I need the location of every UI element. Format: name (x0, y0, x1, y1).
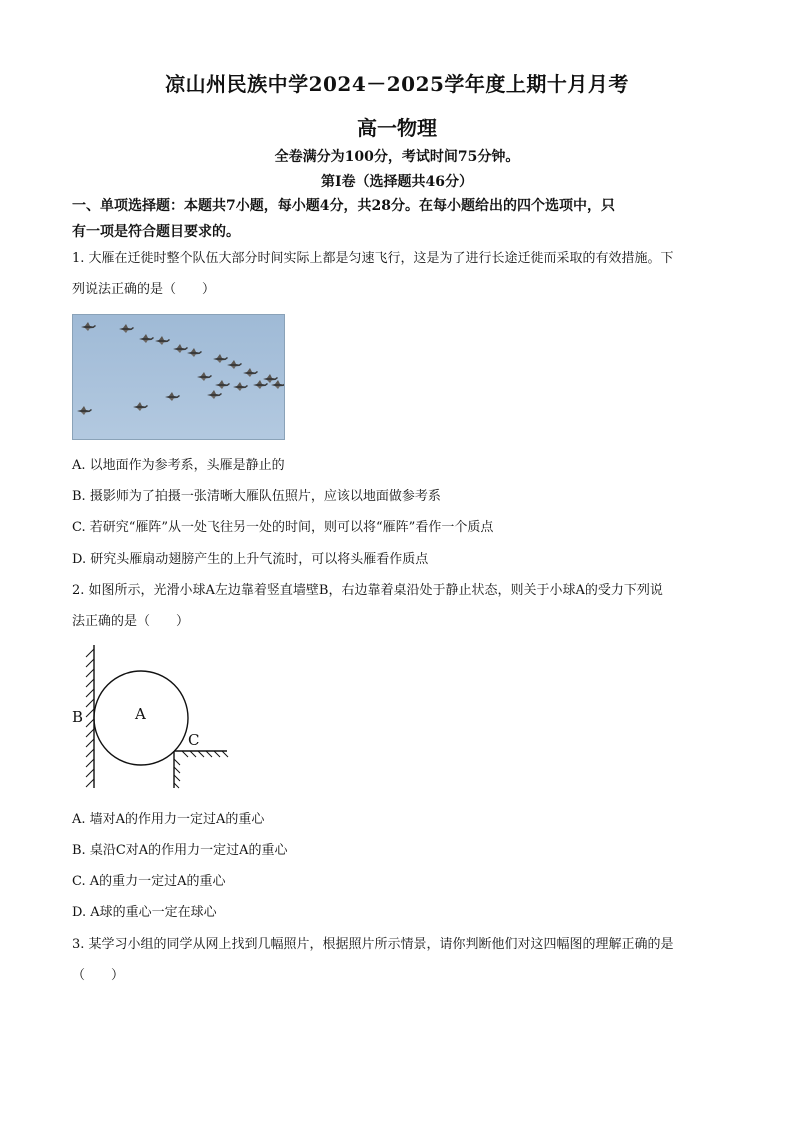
geese-flying-photo (72, 314, 285, 440)
q1-option-c: C. 若研究“雁阵”从一处飞往另一处的时间，则可以将“雁阵”看作一个质点 (72, 520, 494, 535)
q1-option-b: B. 摄影师为了拍摄一张清晰大雁队伍照片，应该以地面做参考系 (72, 489, 441, 504)
q1-stem-line1: 1. 大雁在迁徙时整个队伍大部分时间实际上都是匀速飞行，这是为了进行长途迁徙而采取的有效措施。下 (72, 251, 674, 266)
section-heading-line2: 有一项是符合题目要求的。 (72, 224, 240, 240)
section-heading-line1: 一、单项选择题：本题共7小题，每小题4分，共28分。在每小题给出的四个选项中，只 (72, 198, 615, 214)
q1-option-d: D. 研究头雁扇动翅膀产生的上升气流时，可以将头雁看作质点 (72, 552, 429, 567)
volume-heading: 第Ⅰ卷（选择题共46分） (320, 174, 474, 190)
figure-label-a: A (135, 705, 146, 723)
q2-option-b: B. 桌沿C对A的作用力一定过A的重心 (72, 843, 288, 858)
subject-title: 高一物理 (357, 116, 437, 140)
ball-wall-figure (72, 645, 232, 790)
q1-stem-line2: 列说法正确的是（ ） (72, 282, 216, 297)
exam-title: 凉山州民族中学2024－2025学年度上期十月月考 (165, 72, 629, 96)
q2-option-a: A. 墙对A的作用力一定过A的重心 (72, 812, 265, 827)
figure-label-b: B (72, 708, 84, 726)
q2-stem-line1: 2. 如图所示，光滑小球A左边靠着竖直墙壁B，右边靠着桌沿处于静止状态，则关于小球A的受力下列说 (72, 583, 663, 598)
q1-option-a: A. 以地面作为参考系，头雁是静止的 (72, 458, 285, 473)
exam-note: 全卷满分为100分，考试时间75分钟。 (274, 149, 520, 165)
q2-option-d: D. A球的重心一定在球心 (72, 905, 217, 920)
q2-option-c: C. A的重力一定过A的重心 (72, 874, 226, 889)
figure-label-c: C (188, 731, 200, 749)
q2-stem-line2: 法正确的是（ ） (72, 614, 190, 629)
q3-stem-line1: 3. 某学习小组的同学从网上找到几幅照片，根据照片所示情景，请你判断他们对这四幅图的理解正确的是 (72, 937, 674, 952)
q3-stem-line2: （ ） (72, 968, 125, 983)
